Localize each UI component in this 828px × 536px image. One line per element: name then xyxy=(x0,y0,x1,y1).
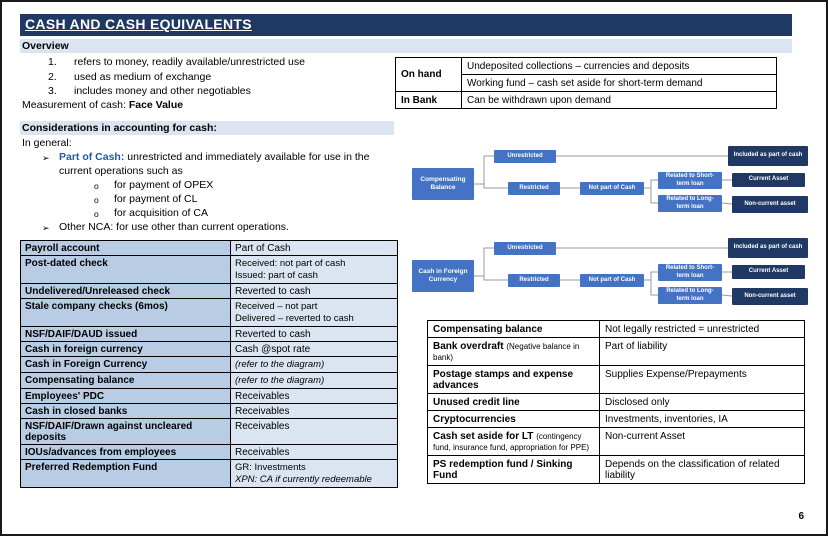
list-number: 1. xyxy=(48,56,57,68)
circle-bullet-icon: o xyxy=(94,195,99,205)
value-line: Receivables xyxy=(235,446,290,458)
item-cell xyxy=(428,338,600,366)
flow-node-restricted: Restricted xyxy=(508,274,560,287)
value-cell xyxy=(231,299,398,327)
value-cell: Part of liability xyxy=(600,338,805,366)
sub-bullet-item xyxy=(94,193,390,207)
table-row xyxy=(396,58,777,75)
circle-bullet-icon: o xyxy=(94,209,99,219)
page-number: 6 xyxy=(798,511,804,522)
item-cell: Cash in closed banks xyxy=(21,404,231,419)
value-cell xyxy=(231,256,398,284)
item-text: Compensating balance xyxy=(433,323,543,335)
table-row xyxy=(21,256,398,284)
measurement-value: Face Value xyxy=(128,99,184,111)
item-text: Bank overdraft xyxy=(433,340,504,352)
item-cell: Stale company checks (6mos) xyxy=(21,299,231,327)
table-row xyxy=(428,321,805,338)
value-cell: Investments, inventories, IA xyxy=(600,411,805,428)
item-cell xyxy=(428,394,600,411)
flow-node-current-asset: Current Asset xyxy=(732,173,805,187)
value-cell: Not legally restricted = unrestricted xyxy=(600,321,805,338)
item-text: Cash set aside for LT xyxy=(433,430,534,442)
bullet-item xyxy=(42,221,390,236)
value-cell xyxy=(231,419,398,445)
flow-node-root: Compensating Balance xyxy=(412,168,474,200)
measurement-label: Measurement of cash: xyxy=(22,99,129,111)
flow-node-unrestricted: Unrestricted xyxy=(494,242,556,255)
item-cell: Cash in Foreign Currency xyxy=(21,357,231,373)
flow-node-restricted: Restricted xyxy=(508,182,560,195)
value-line: Receivables xyxy=(235,420,290,432)
table-row xyxy=(21,284,398,299)
item-cell: Cash in foreign currency xyxy=(21,342,231,357)
arrow-bullet-icon: ➢ xyxy=(42,223,50,233)
table-row xyxy=(21,419,398,445)
bullet-text: Other NCA: for use other than current operations. xyxy=(59,221,289,233)
table-row xyxy=(428,394,805,411)
value-cell: Disclosed only xyxy=(600,394,805,411)
table-row xyxy=(21,299,398,327)
flow-node-non-current: Non-current asset xyxy=(732,288,808,305)
sub-bullet-item xyxy=(94,179,390,193)
value-cell: Non-current Asset xyxy=(600,428,805,456)
list-text: refers to money, readily available/unrestricted use xyxy=(74,56,305,68)
considerations-bullets xyxy=(42,151,390,237)
item-text: Postage stamps and expense advances xyxy=(433,368,574,391)
value-cell: Supplies Expense/Prepayments xyxy=(600,366,805,394)
classification-table xyxy=(20,240,398,488)
item-cell: Preferred Redemption Fund xyxy=(21,460,231,488)
table-row xyxy=(428,366,805,394)
value-line: Cash @spot rate xyxy=(235,343,311,355)
sub-bullet-text: for payment of OPEX xyxy=(114,179,214,191)
table-row xyxy=(428,456,805,484)
flow-node-root: Cash in Foreign Currency xyxy=(412,260,474,292)
value-line: GR: Investments xyxy=(235,461,306,473)
onhand-label: On hand xyxy=(396,58,462,92)
list-item xyxy=(48,70,305,85)
value-line: Issued: part of cash xyxy=(235,269,318,281)
value-cell xyxy=(231,284,398,299)
part-of-cash-label: Part of Cash: xyxy=(59,151,125,163)
item-text: Cryptocurrencies xyxy=(433,413,516,425)
value-line: (refer to the diagram) xyxy=(235,358,325,370)
item-cell: Payroll account xyxy=(21,241,231,256)
item-text: PS redemption fund / Sinking Fund xyxy=(433,458,573,481)
inbank-cell: Can be withdrawn upon demand xyxy=(462,92,777,109)
value-cell xyxy=(231,357,398,373)
value-cell xyxy=(231,327,398,342)
table-row xyxy=(21,389,398,404)
value-line: Received: not part of cash xyxy=(235,257,346,269)
list-number: 3. xyxy=(48,85,57,97)
item-text: Unused credit line xyxy=(433,396,520,408)
table-row xyxy=(21,460,398,488)
value-cell xyxy=(231,241,398,256)
overview-list xyxy=(48,55,305,99)
item-note: (Negative balance in bank) xyxy=(433,341,580,362)
table-row xyxy=(21,445,398,460)
item-cell xyxy=(428,366,600,394)
table-row xyxy=(21,327,398,342)
onhand-cell: Undeposited collections – currencies and deposits xyxy=(462,58,777,75)
value-cell xyxy=(231,445,398,460)
flow-node-long-term: Related to Long-term loan xyxy=(658,287,722,304)
table-row xyxy=(21,342,398,357)
value-line: Delivered – reverted to cash xyxy=(235,312,354,324)
list-text: includes money and other negotiables xyxy=(74,85,251,97)
item-cell xyxy=(428,411,600,428)
foreign-currency-flowchart xyxy=(410,236,812,324)
flow-node-unrestricted: Unrestricted xyxy=(494,150,556,163)
flow-node-included: Included as part of cash xyxy=(728,146,808,166)
overview-heading: Overview xyxy=(20,39,792,53)
flow-node-current-asset: Current Asset xyxy=(732,265,805,279)
list-item xyxy=(48,84,305,99)
list-text: used as medium of exchange xyxy=(74,70,212,83)
list-number: 2. xyxy=(48,70,57,83)
sub-bullet-list xyxy=(94,179,390,221)
value-cell xyxy=(231,389,398,404)
item-cell: NSF/DAIF/Drawn against uncleared deposits xyxy=(21,419,231,445)
table-row xyxy=(428,411,805,428)
arrow-bullet-icon: ➢ xyxy=(42,153,50,163)
value-cell xyxy=(231,404,398,419)
table-row xyxy=(21,404,398,419)
bullet-text-rest: unrestricted and immediately available for use in the current operations such as xyxy=(59,151,370,177)
value-line: Reverted to cash xyxy=(235,285,311,297)
in-general-label: In general: xyxy=(22,137,72,149)
table-row xyxy=(21,373,398,389)
compensating-balance-flowchart xyxy=(410,144,812,232)
item-cell: Compensating balance xyxy=(21,373,231,389)
item-cell xyxy=(428,428,600,456)
table-row xyxy=(396,92,777,109)
misc-items-table xyxy=(427,320,805,484)
value-cell xyxy=(231,373,398,389)
flow-node-short-term: Related to Short-term loan xyxy=(658,172,722,189)
circle-bullet-icon: o xyxy=(94,181,99,191)
table-row xyxy=(21,357,398,373)
considerations-heading: Considerations in accounting for cash: xyxy=(20,121,394,135)
item-cell: Post-dated check xyxy=(21,256,231,284)
value-cell xyxy=(231,342,398,357)
flow-node-long-term: Related to Long-term loan xyxy=(658,195,722,212)
value-line: Received – not part xyxy=(235,300,318,312)
onhand-cell: Working fund – cash set aside for short-term demand xyxy=(462,75,777,92)
flow-node-included: Included as part of cash xyxy=(728,238,808,258)
value-line: (refer to the diagram) xyxy=(235,374,325,386)
flow-node-not-part: Not part of Cash xyxy=(580,182,644,195)
sub-bullet-text: for payment of CL xyxy=(114,193,198,205)
measurement-line xyxy=(22,99,183,111)
item-cell: IOUs/advances from employees xyxy=(21,445,231,460)
table-row xyxy=(428,338,805,366)
value-cell: Depends on the classification of related liability xyxy=(600,456,805,484)
list-item xyxy=(48,55,305,70)
item-cell: Undelivered/Unreleased check xyxy=(21,284,231,299)
value-line: Receivables xyxy=(235,405,290,417)
value-line: XPN: CA if currently redeemable xyxy=(235,473,372,485)
table-row xyxy=(428,428,805,456)
item-cell: NSF/DAIF/DAUD issued xyxy=(21,327,231,342)
item-cell xyxy=(428,321,600,338)
table-row xyxy=(21,241,398,256)
flow-node-non-current: Non-current asset xyxy=(732,196,808,213)
page-title: CASH AND CASH EQUIVALENTS xyxy=(20,14,792,36)
item-note: (contingency fund, insurance fund, appropriation for PPE) xyxy=(433,431,590,452)
flow-node-not-part: Not part of Cash xyxy=(580,274,644,287)
value-line: Reverted to cash xyxy=(235,328,311,340)
value-cell xyxy=(231,460,398,488)
item-cell: Employees' PDC xyxy=(21,389,231,404)
item-cell xyxy=(428,456,600,484)
onhand-table xyxy=(395,57,777,109)
flow-node-short-term: Related to Short-term loan xyxy=(658,264,722,281)
value-line: Receivables xyxy=(235,390,290,402)
bullet-text xyxy=(59,151,390,178)
bullet-item xyxy=(42,151,390,178)
sub-bullet-item xyxy=(94,207,390,221)
sub-bullet-text: for acquisition of CA xyxy=(114,207,208,219)
value-line: Part of Cash xyxy=(235,242,291,254)
inbank-label: In Bank xyxy=(396,92,462,109)
